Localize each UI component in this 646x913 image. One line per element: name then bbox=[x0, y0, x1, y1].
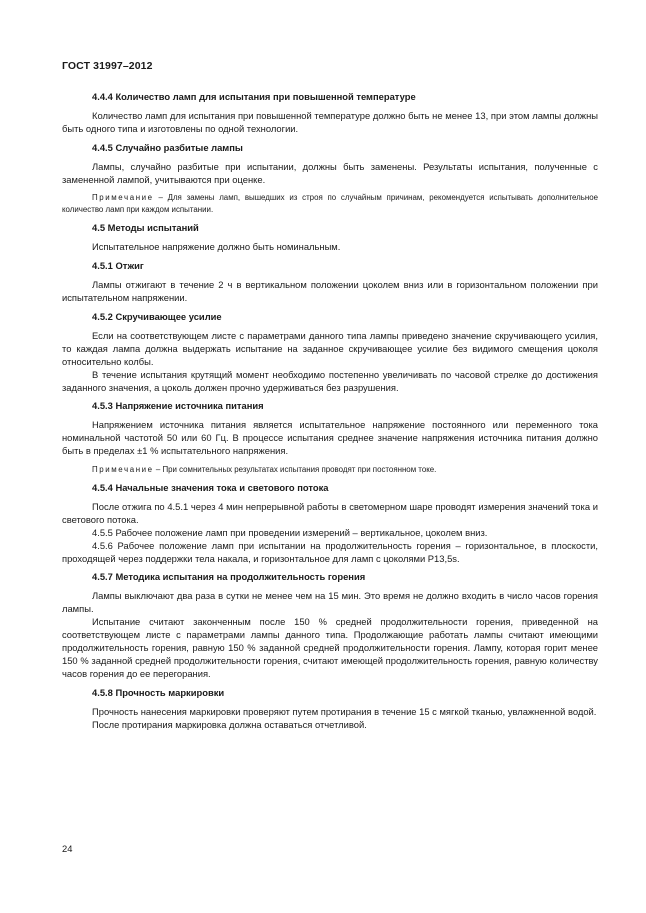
note-text: – Для замены ламп, вышедших из строя по случайным причинам, рекомендуется испытывать дополнительное количество ламп при каждом испытании. bbox=[62, 193, 598, 215]
section-heading-4-5-3: 4.5.3 Напряжение источника питания bbox=[92, 400, 264, 412]
paragraph: После протирания маркировка должна оставаться отчетливой. bbox=[92, 718, 367, 730]
section-heading-4-4-4: 4.4.4 Количество ламп для испытания при повышенной температуре bbox=[92, 91, 416, 102]
paragraph: В течение испытания крутящий момент необходимо постепенно увеличивать по часовой стрелке до достижения заданного значения, а цоколь должен прочно удерживаться без разрушения. bbox=[62, 368, 598, 393]
note-label: Примечание bbox=[92, 465, 154, 475]
paragraph: Напряжением источника питания является испытательное напряжение постоянного или переменного тока номинальной частотой 50 или 60 Гц. В процессе испытания среднее значение напряжения источника питания должно быть в пределах ±1 % испытательного напряжения. bbox=[62, 419, 598, 457]
paragraph: 4.5.6 Рабочее положение ламп при испытании на продолжительность горения – горизонтальное, в плоскости, проходящей через поддержки тела накала, и горизонтальное для ламп с цоколями P13,5s. bbox=[62, 539, 598, 564]
section-heading-4-5-2: 4.5.2 Скручивающее усилие bbox=[92, 310, 222, 322]
section-heading-4-5-7: 4.5.7 Методика испытания на продолжительность горения bbox=[92, 571, 366, 583]
paragraph: Лампы, случайно разбитые при испытании, должны быть заменены. Результаты испытания, полученные с замененной лампой, учитываются при оценке. bbox=[62, 160, 598, 185]
section-heading-4-4-5: 4.4.5 Случайно разбитые лампы bbox=[92, 141, 243, 153]
paragraph: 4.5.5 Рабочее положение ламп при проведении измерений – вертикальное, цоколем вниз. bbox=[92, 526, 488, 538]
paragraph: После отжига по 4.5.1 через 4 мин непрерывной работы в светомерном шаре проводят измерения значений тока и светового потока. bbox=[62, 500, 598, 525]
paragraph: Испытание считают законченным после 150 % средней продолжительности горения, приведенной на соответствующем листе с параметрами лампы данного типа. Продолжающие работать лампы считают имеющими продолжительность горения, равную 150 % заданной средней продолжительности горения. Лампу, которая горит менее 150 % заданной средней продолжительности горения, считают имеющей продолжительность горения, равную количеству часов горения до ее перегорания. bbox=[62, 616, 598, 679]
paragraph: Испытательное напряжение должно быть номинальным. bbox=[92, 241, 341, 253]
paragraph: Если на соответствующем листе с параметрами данного типа лампы приведено значение скручивающего усилия, то каждая лампа должна выдержать испытание на заданное скручивающее усилие без видимого смещения цоколя относительно колбы. bbox=[62, 329, 598, 367]
section-heading-4-5-4: 4.5.4 Начальные значения тока и светового потока bbox=[92, 482, 329, 494]
paragraph: Количество ламп для испытания при повышенной температуре должно быть не менее 13, при этом лампы должны быть одного типа и изготовлены по одной технологии. bbox=[62, 109, 598, 134]
note-label: Примечание bbox=[92, 193, 154, 203]
paragraph: Прочность нанесения маркировки проверяют путем протирания в течение 15 с мягкой тканью, увлажненной водой. bbox=[92, 705, 597, 717]
paragraph: Лампы выключают два раза в сутки не менее чем на 15 мин. Это время не должно входить в число часов горения лампы. bbox=[62, 590, 598, 615]
section-heading-4-5-8: 4.5.8 Прочность маркировки bbox=[92, 686, 225, 698]
section-heading-4-5-1: 4.5.1 Отжиг bbox=[92, 260, 144, 272]
document-body bbox=[62, 91, 598, 731]
note bbox=[62, 464, 598, 476]
section-heading-4-5: 4.5 Методы испытаний bbox=[92, 222, 199, 234]
page-number: 24 bbox=[62, 843, 73, 854]
note bbox=[62, 192, 598, 216]
paragraph: Лампы отжигают в течение 2 ч в вертикальном положении цоколем вниз или в горизонтальном положении при испытательном напряжении. bbox=[62, 279, 598, 304]
document-code: ГОСТ 31997–2012 bbox=[62, 60, 153, 72]
note-text: – При сомнительных результатах испытания проводят при постоянном токе. bbox=[153, 465, 437, 475]
